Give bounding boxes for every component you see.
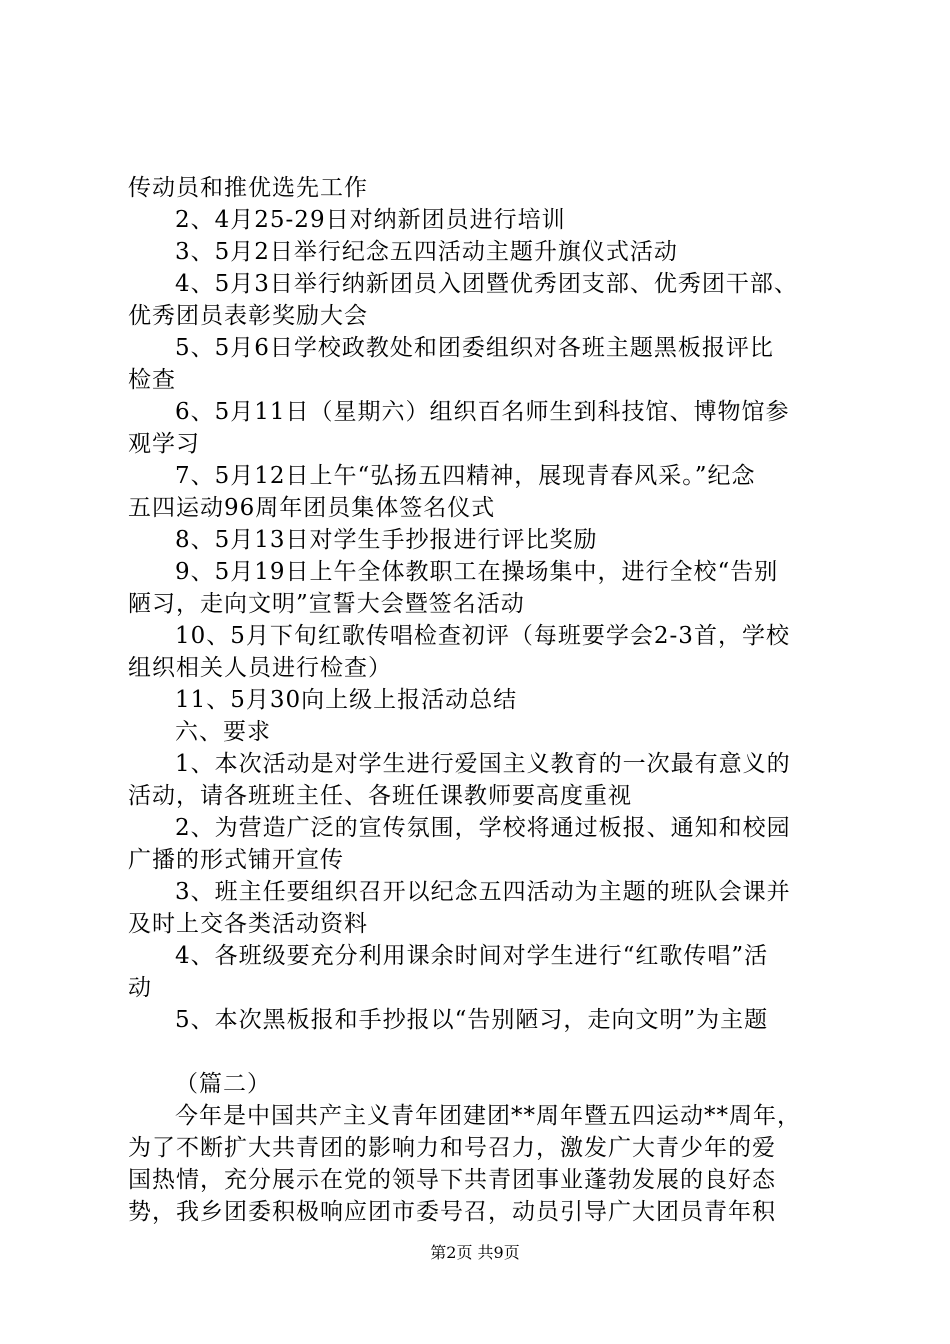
blank-line (128, 1036, 838, 1068)
text-line: 五四运动96周年团员集体签名仪式 (128, 495, 496, 521)
text-line: 动 (128, 975, 152, 1001)
text-line: 1、本次活动是对学生进行爱国主义教育的一次最有意义的 (175, 751, 791, 777)
text-line: 10、5月下旬红歌传唱检查初评（每班要学会2-3首，学校 (175, 623, 790, 649)
text-line: 3、5月2日举行纪念五四活动主题升旗仪式活动 (175, 239, 678, 265)
text-line: 2、4月25-29日对纳新团员进行培训 (175, 207, 566, 233)
text-line: 势，我乡团委积极响应团市委号召，动员引导广大团员青年积 (128, 1199, 776, 1225)
text-line: 5、本次黑板报和手抄报以“告别陋习，走向文明”为主题 (175, 1007, 769, 1033)
text-line: 及时上交各类活动资料 (128, 911, 368, 937)
text-line: 8、5月13日对学生手抄报进行评比奖励 (175, 527, 598, 553)
text-line: （篇二） (175, 1071, 271, 1097)
text-line: 2、为营造广泛的宣传氛围，学校将通过板报、通知和校园 (175, 815, 791, 841)
text-line: 陋习，走向文明”宣誓大会暨签名活动 (128, 591, 525, 617)
document-body (128, 172, 838, 1228)
text-line: 六、要求 (175, 719, 271, 745)
text-line: 传动员和推优选先工作 (128, 175, 368, 201)
text-line: 9、5月19日上午全体教职工在操场集中，进行全校“告别 (175, 559, 779, 585)
text-line: 今年是中国共产主义青年团建团**周年暨五四运动**周年， (175, 1103, 801, 1129)
text-line: 为了不断扩大共青团的影响力和号召力，激发广大青少年的爱 (128, 1135, 776, 1161)
text-line: 5、5月6日学校政教处和团委组织对各班主题黑板报评比 (175, 335, 774, 361)
text-line: 活动，请各班班主任、各班任课教师要高度重视 (128, 783, 632, 809)
text-line: 国热情，充分展示在党的领导下共青团事业蓬勃发展的良好态 (128, 1167, 776, 1193)
text-line: 7、5月12日上午“弘扬五四精神，展现青春风采。”纪念 (175, 463, 756, 489)
text-line: 6、5月11日（星期六）组织百名师生到科技馆、博物馆参 (175, 399, 790, 425)
text-line: 广播的形式铺开宣传 (128, 847, 344, 873)
text-line: 优秀团员表彰奖励大会 (128, 303, 368, 329)
text-line: 组织相关人员进行检查） (128, 655, 392, 681)
page-footer: 第2页 共9页 (430, 1243, 520, 1262)
text-line: 4、5月3日举行纳新团员入团暨优秀团支部、优秀团干部、 (175, 271, 798, 297)
text-line: 观学习 (128, 431, 200, 457)
text-line: 检查 (128, 367, 176, 393)
text-line: 3、班主任要组织召开以纪念五四活动为主题的班队会课并 (175, 879, 791, 905)
text-line: 11、5月30向上级上报活动总结 (175, 687, 518, 713)
text-line: 4、各班级要充分利用课余时间对学生进行“红歌传唱”活 (175, 943, 769, 969)
